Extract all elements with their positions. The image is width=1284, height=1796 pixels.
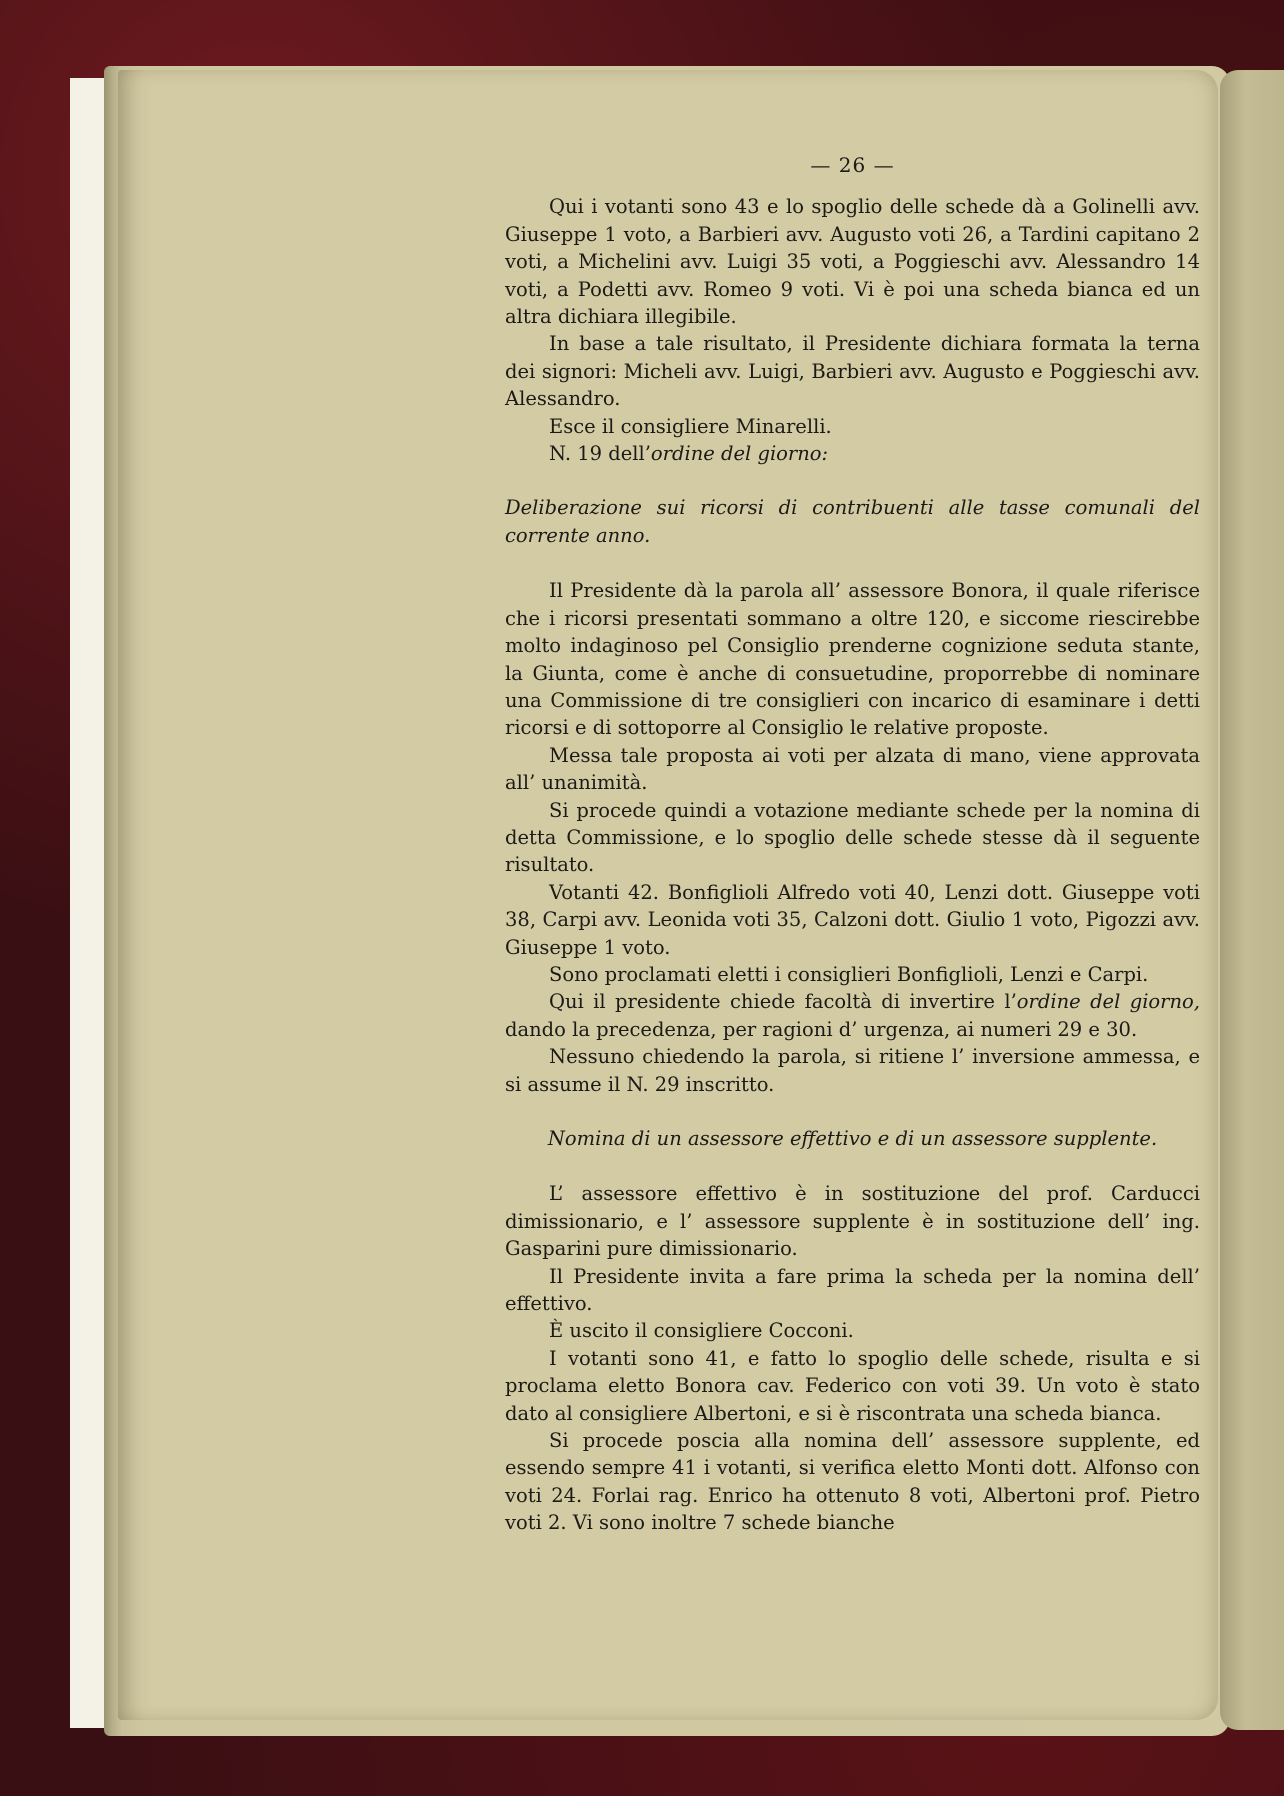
agenda-prefix: N. 19 dell’ [549,442,651,466]
paragraph: Il Presidente dà la parola all’ assessore Bonora, il quale riferisce che i ricorsi presentati sommano a oltre 120, e siccome riescirebbe molto indaginoso pel Consiglio prenderne cognizione seduta stante, la Giunta, come è anche di consuetudine, proporrebbe di nominare una Commissione di tre consiglieri con incarico di esaminare i detti ricorsi e di sottoporre al Consiglio le relative proposte. [505,579,1200,740]
page-number: — 26 — [810,153,895,177]
agenda-italic: ordine del giorno: [650,442,829,466]
paragraph [505,988,1200,1043]
paragraph: È uscito il consigliere Cocconi. [549,1319,854,1343]
paragraph: Si procede quindi a votazione mediante schede per la nomina di detta Commissione, e lo spoglio delle schede stesse dà il seguente risultato. [505,798,1200,877]
paragraph: I votanti sono 41, e fatto lo spoglio delle schede, risulta e si proclama eletto Bonora cav. Federico con voti 39. Un voto è stato dato al consigliere Albertoni, e si è riscontrata una scheda bianca. [505,1346,1200,1425]
paragraph: L’ assessore effettivo è in sostituzione del prof. Carducci dimissionario, e l’ assessore supplente è in sostituzione dell’ ing. Gasparini pure dimissionario. [505,1182,1200,1261]
facing-pages-edge [1220,70,1284,1730]
invert-prefix: Qui il presidente chiede facoltà di invertire l’ [549,990,1017,1014]
invert-suffix: dando la precedenza, per ragioni d’ urgenza, ai numeri 29 e 30. [505,1017,1138,1041]
agenda-line [505,440,1200,467]
paragraph: Si procede poscia alla nomina dell’ assessore supplente, ed essendo sempre 41 i votanti, si verifica eletto Monti dott. Alfonso con voti 24. Forlai rag. Enrico ha ottenuto 8 voti, Albertoni prof. Pietro voti 2. Vi sono inoltre 7 schede bianche [505,1429,1200,1535]
paragraph: Esce il consigliere Minarelli. [549,414,832,438]
paragraph: Qui i votanti sono 43 e lo spoglio delle schede dà a Golinelli avv. Giuseppe 1 voto, a Barbieri avv. Augusto voti 26, a Tardini capitano 2 voti, a Michelini avv. Luigi 35 voti, a Poggieschi avv. Alessandro 14 voti, a Podetti avv. Romeo 9 voti. Vi è poi una scheda bianca ed un altra dichiara illegibile. [505,195,1200,329]
invert-italic: ordine del giorno, [1016,990,1200,1014]
paragraph: In base a tale risultato, il Presidente dichiara formata la terna dei signori: Micheli avv. Luigi, Barbieri avv. Augusto e Poggieschi avv. Alessandro. [505,332,1200,411]
paragraph: Messa tale proposta ai voti per alzata di mano, viene approvata all’ unanimità. [505,743,1200,795]
paragraph: Votanti 42. Bonfiglioli Alfredo voti 40, Lenzi dott. Giuseppe voti 38, Carpi avv. Leonida voti 35, Calzoni dott. Giulio 1 voto, Pigozzi avv. Giuseppe 1 voto. [505,880,1200,959]
section-heading: Nomina di un assessore effettivo e di un assessore supplente. [547,1127,1158,1150]
page-text [505,152,1200,1537]
paragraph: Il Presidente invita a fare prima la scheda per la nomina dell’ effettivo. [505,1264,1200,1316]
paragraph: Sono proclamati eletti i consiglieri Bonfiglioli, Lenzi e Carpi. [549,962,1149,986]
paragraph: Nessuno chiedendo la parola, si ritiene l’ inversione ammessa, e si assume il N. 29 inscritto. [505,1045,1200,1096]
section-heading: Deliberazione sui ricorsi di contribuenti alle tasse comunali del corrente anno. [505,496,1200,547]
